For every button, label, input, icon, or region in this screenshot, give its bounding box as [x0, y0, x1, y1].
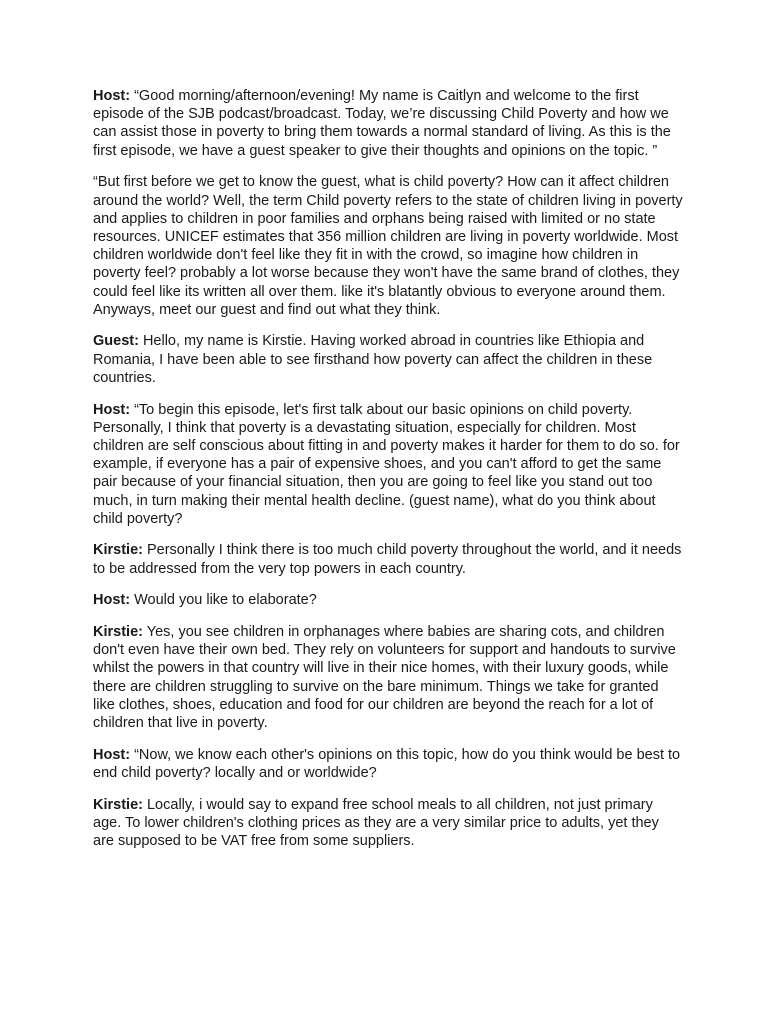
- paragraph-text: Personally I think there is too much child poverty throughout the world, and it needs to be addressed from the very top powers in each country.: [93, 542, 682, 577]
- document-page: [93, 87, 683, 864]
- paragraph-text: Locally, i would say to expand free school meals to all children, not just primary age. To lower children's clothing prices as they are a very similar price to adults, yet they are supposed to be VAT free from some suppliers.: [93, 796, 659, 850]
- paragraph-text: “But first before we get to know the guest, what is child poverty? How can it affect children around the world? Well, the term Child poverty refers to the state of children living in poverty and applies to children in poor families and orphans being raised with limited or no state resources. UNICEF estimates that 356 million children are living in poverty worldwide. Most children worldwide don't feel like they fit in with the crowd, so imagine how children in poverty feel? probably a lot worse because they won't have the same brand of clothes, they could feel like its written all over them. like it's blatantly obvious to everyone around them. Anyways, meet our guest and find out what they think.: [93, 174, 683, 318]
- paragraph-text: Yes, you see children in orphanages where babies are sharing cots, and children don't even have their own bed. They rely on volunteers for support and handouts to survive whilst the powers in that country will live in their nice homes, with their luxury goods, while there are children struggling to survive on the bare minimum. Things we take for granted like clothes, shoes, education and food for our children are beyond the reach for a lot of children that live in poverty.: [93, 624, 676, 732]
- paragraph-host-intro: [93, 87, 683, 160]
- paragraph-kirstie-opinion: [93, 541, 683, 577]
- speaker-label: Kirstie:: [93, 624, 143, 641]
- paragraph-guest-intro: [93, 332, 683, 387]
- speaker-label: Guest:: [93, 333, 139, 350]
- paragraph-host-elaborate: [93, 591, 683, 609]
- paragraph-child-poverty-definition: [93, 173, 683, 319]
- speaker-label: Host:: [93, 88, 131, 104]
- speaker-label: Kirstie:: [93, 796, 143, 813]
- paragraph-text: Would you like to elaborate?: [130, 592, 317, 609]
- speaker-label: Host:: [93, 592, 131, 609]
- paragraph-kirstie-solution: [93, 796, 683, 851]
- speaker-label: Kirstie:: [93, 542, 143, 559]
- speaker-label: Host:: [93, 746, 131, 763]
- paragraph-text: Hello, my name is Kirstie. Having worked abroad in countries like Ethiopia and Romania, I have been able to see firsthand how poverty can affect the children in these countries.: [93, 333, 653, 386]
- paragraph-host-question: [93, 746, 683, 782]
- speaker-label: Host:: [93, 401, 131, 418]
- paragraph-text: “Good morning/afternoon/evening! My name is Caitlyn and welcome to the first episode of the SJB podcast/broadcast. Today, we’re discussing Child Poverty and how we can assist those in poverty to bring them towards a normal standard of living. As this is the first episode, we have a guest speaker to give their thoughts and opinions on the topic. ”: [93, 88, 671, 159]
- paragraph-kirstie-elaboration: [93, 623, 683, 732]
- paragraph-host-opinion: [93, 401, 683, 528]
- paragraph-text: “To begin this episode, let's first talk about our basic opinions on child poverty. Personally, I think that poverty is a devastating situation, especially for children. Most children are self conscious about fitting in and poverty makes it harder for them to do so. for example, if everyone has a pair of expensive shoes, and you can't afford to get the same pair because of your financial situation, then you are going to feel like you stand out too much, in turn making their mental health decline. (guest name), what do you think about child poverty?: [93, 401, 680, 527]
- paragraph-text: “Now, we know each other's opinions on this topic, how do you think would be best to end child poverty? locally and or worldwide?: [93, 746, 681, 781]
